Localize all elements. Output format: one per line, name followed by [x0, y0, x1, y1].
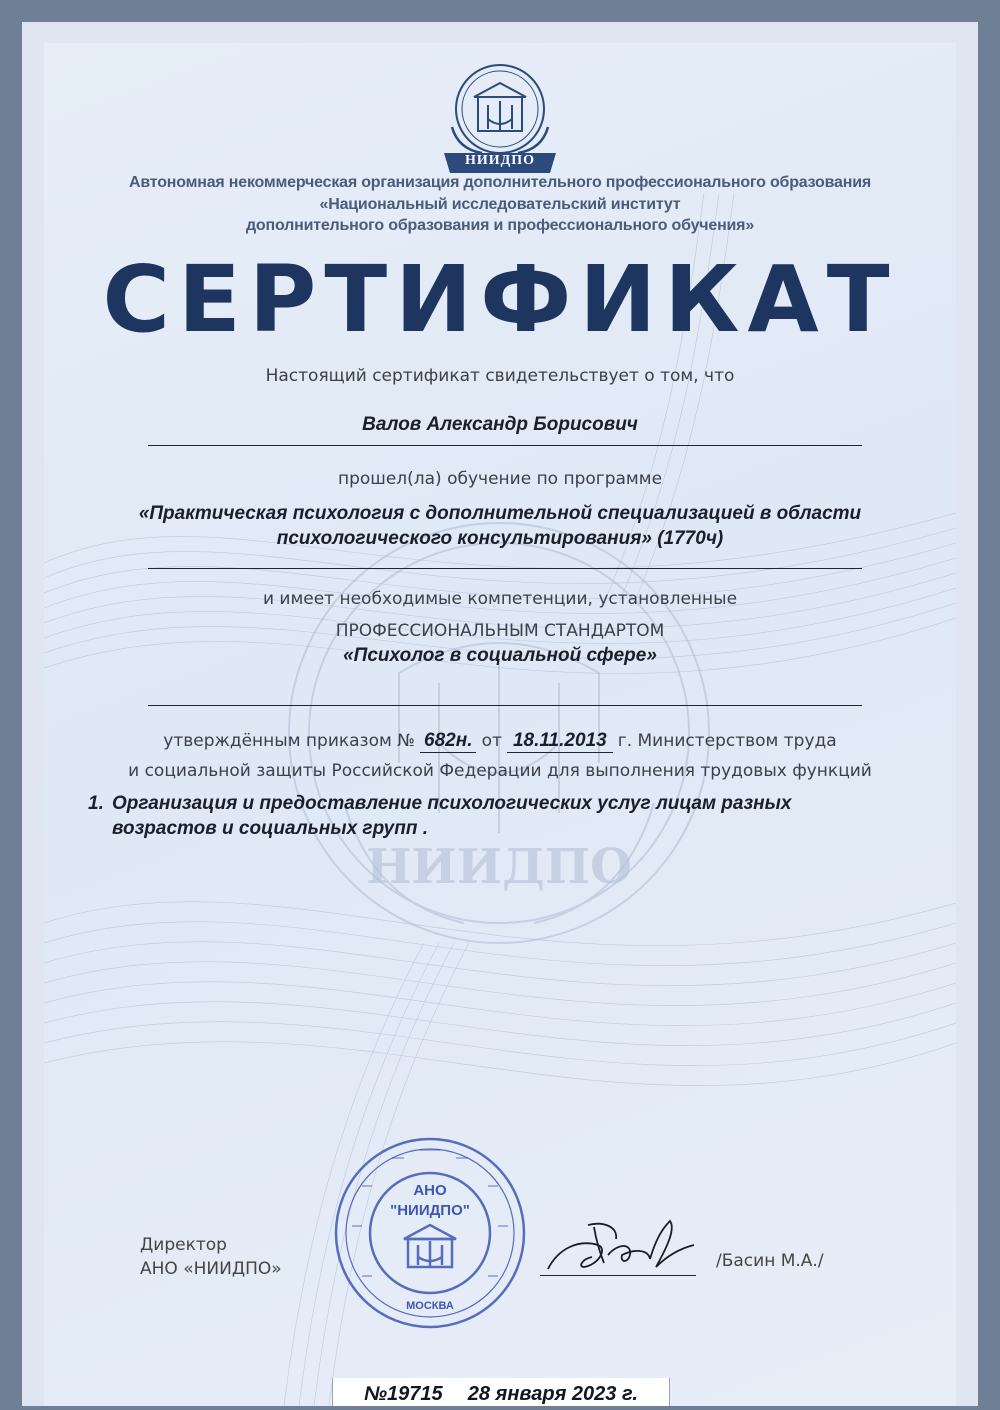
function-line-2: возрастов и социальных групп . [112, 818, 429, 839]
order-date: 18.11.2013 [507, 730, 613, 753]
signatory-name: /Басин М.А./ [716, 1251, 824, 1271]
director-signature [538, 1209, 708, 1283]
certificate-paper [44, 43, 956, 1406]
certificate-date: 28 января 2023 г. [467, 1383, 638, 1405]
program-underline [148, 568, 862, 569]
logo-text: НИИДПО [464, 153, 536, 168]
signature-line [540, 1275, 696, 1276]
standard-label: ПРОФЕССИОНАЛЬНЫМ СТАНДАРТОМ [335, 621, 665, 641]
order-number: 682н. [420, 730, 476, 753]
order-line-2: и социальной защиты Российской Федерации для выполнения трудовых функций [128, 761, 872, 781]
completed-text: прошел(ла) обучение по программе [337, 469, 663, 489]
watermark-text: НИИДПО [366, 839, 632, 895]
recipient-underline [148, 445, 862, 446]
certificate-number: №19715 [364, 1383, 443, 1405]
function-number: 1. [88, 793, 104, 814]
official-stamp [332, 1135, 528, 1331]
organization-line-2: «Национальный исследовательский институт [319, 196, 681, 213]
order-line [44, 730, 956, 753]
stamp-city: МОСКВА [406, 1300, 454, 1312]
organization-line-1: Автономная некоммерческая организация дополнительного профессионального образования [129, 174, 871, 191]
standard-underline [148, 705, 862, 706]
stamp-name: "НИИДПО" [390, 1202, 470, 1219]
certificate-number-tab [332, 1378, 670, 1406]
director-title: Директор [140, 1235, 227, 1255]
program-line-1: «Практическая психология с дополнительной специализацией в области [138, 503, 862, 524]
program-line-2: психологического консультирования» (1770ч) [276, 528, 724, 549]
standard-name: «Психолог в социальной сфере» [343, 645, 657, 666]
stamp-org: АНО [413, 1182, 447, 1199]
certificate-title: СЕРТИФИКАТ [102, 246, 898, 353]
function-line-1: Организация и предоставление психологических услуг лицам разных [112, 793, 792, 814]
order-suffix: г. Министерством труда [617, 731, 837, 751]
order-from: от [481, 731, 502, 751]
order-prefix: утверждённым приказом № [163, 731, 415, 751]
intro-text: Настоящий сертификат свидетельствует о том, что [265, 366, 735, 386]
director-org: АНО «НИИДПО» [140, 1259, 282, 1279]
organization-line-3: дополнительного образования и профессионального обучения» [245, 217, 755, 234]
recipient-name: Валов Александр Борисович [362, 414, 638, 435]
competence-text: и имеет необходимые компетенции, установленные [262, 589, 738, 609]
